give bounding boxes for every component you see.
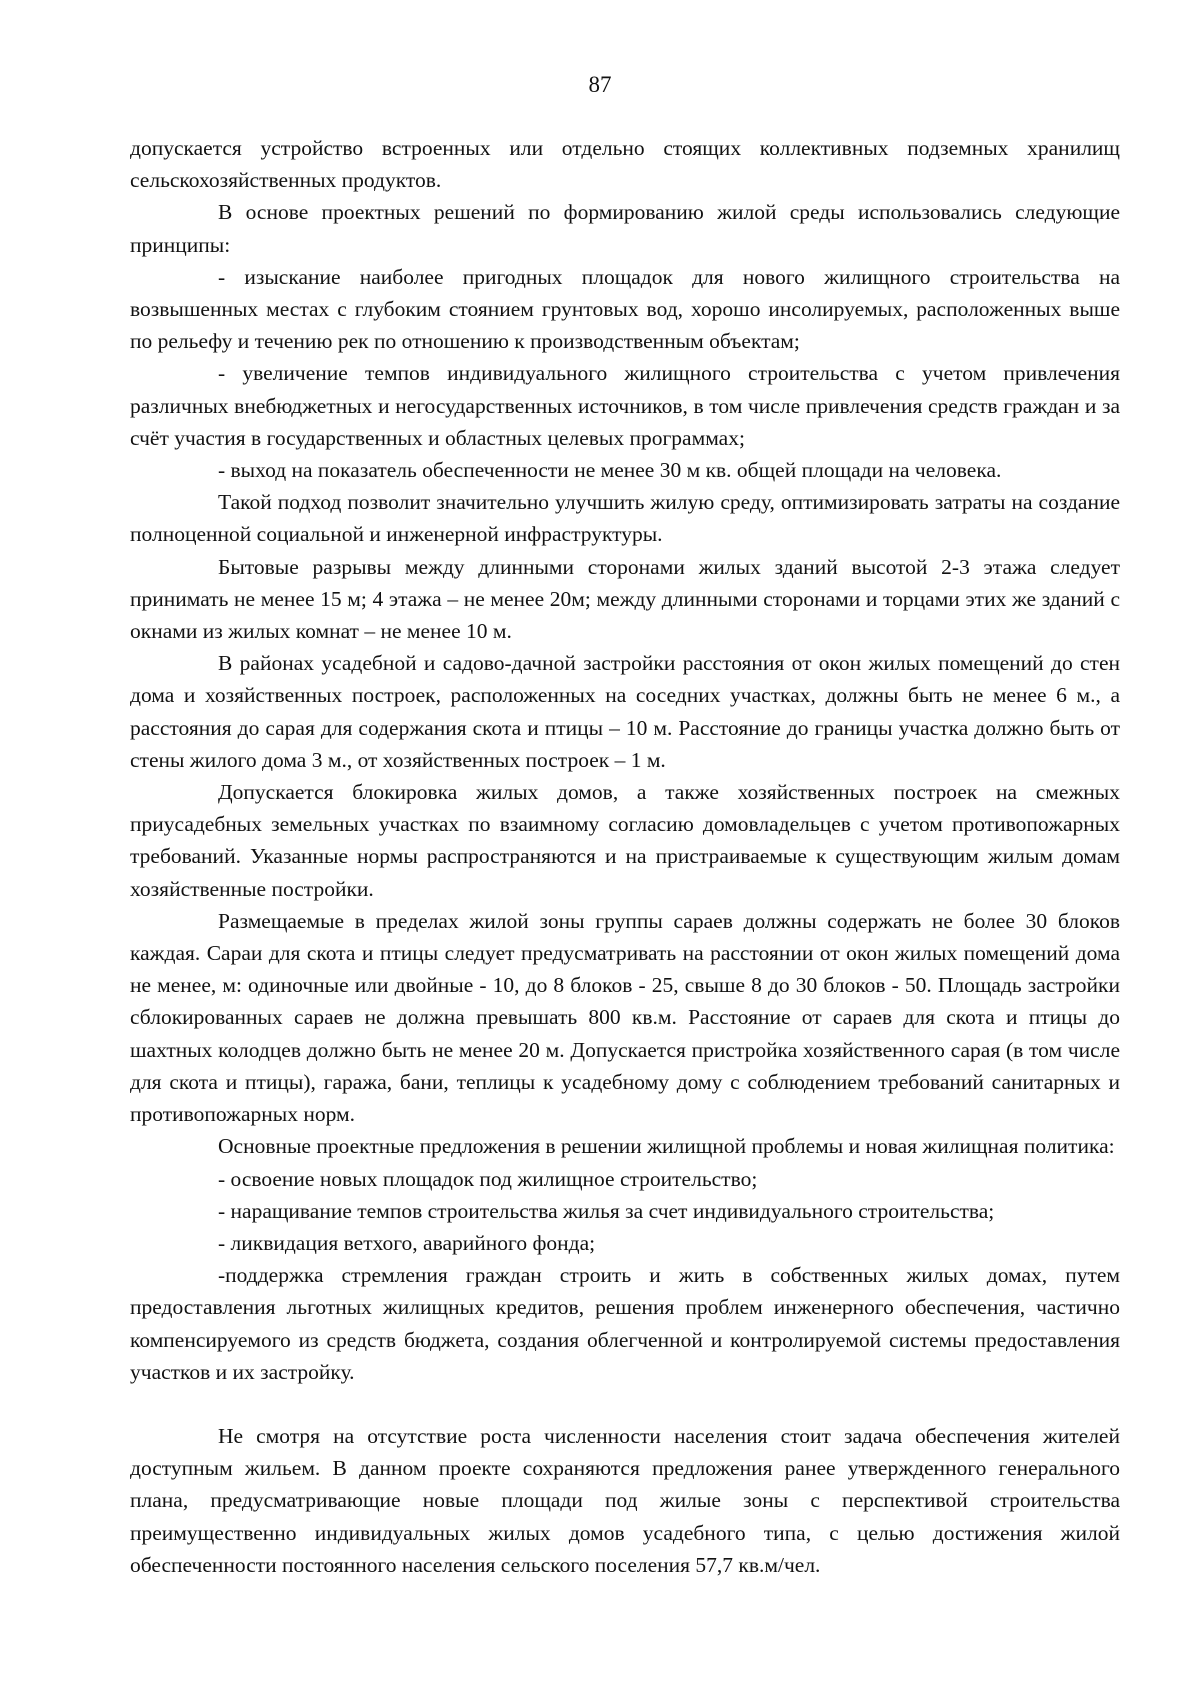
paragraph-affordable-housing: Не смотря на отсутствие роста численности населения стоит задача обеспечения жителей доступным жильем. В данном проекте сохраняются предложения ранее утвержденного генерального плана, предусматривающие новые площади под жилые зоны с перспективой строительства преимущественно индивидуальных жилых домов усадебного типа, с целью достижения жилой обеспеченности постоянного населения сельского поселения 57,7 кв.м/чел. [130, 1423, 1120, 1577]
list-item-construction-pace: - увеличение темпов индивидуального жилищного строительства с учетом привлечения различных внебюджетных и негосударственных источников, в том числе привлечения средств граждан и за счёт участия в государственных и областных целевых программах; [130, 361, 1120, 450]
list-item-provision-target: - выход на показатель обеспеченности не менее 30 м кв. общей площади на человека. [218, 458, 1002, 483]
list-item-site-selection: - изыскание наиболее пригодных площадок для нового жилищного строительства на возвышенных местах с глубоким стоянием грунтовых вод, хорошо инсолируемых, расположенных выше по рельефу и течению рек по отношению к производственным объектам; [130, 264, 1120, 354]
paragraph-approach: Такой подход позволит значительно улучшить жилую среду, оптимизировать затраты на создание полноценной социальной и инженерной инфраструктуры. [130, 490, 1120, 547]
paragraph-sheds: Размещаемые в пределах жилой зоны группы сараев должны содержать не более 30 блоков каждая. Сараи для скота и птицы следует предусматривать на расстоянии от окон жилых помещений дома не менее, м: одиночные или двойные - 10, до 8 блоков - 25, свыше 8 до 30 блоков - 50. Площадь застройки сблокированных сараев не должна превышать 800 кв.м. Расстояние от сараев для скота и птицы до шахтных колодцев должно быть не менее 20 м. Допускается пристройка хозяйственного сарая (в том числе для скота и птицы), гаража, бани, теплицы к усадебному дому с соблюдением требований санитарных и противопожарных норм. [130, 908, 1120, 1127]
paragraph-building-gaps: Бытовые разрывы между длинными сторонами жилых зданий высотой 2-3 этажа следует принимать не менее 15 м; 4 этажа – не менее 20м; между длинными сторонами и торцами этих же зданий с окнами из жилых комнат – не менее 10 м. [130, 554, 1120, 644]
list-item-dilapidated-housing: - ликвидация ветхого, аварийного фонда; [218, 1230, 596, 1255]
paragraph-storage-continuation: допускается устройство встроенных или отдельно стоящих коллективных подземных хранилищ сельскохозяйственных продуктов. [130, 136, 1120, 193]
paragraph-gap [130, 1388, 1120, 1420]
list-item-new-sites: - освоение новых площадок под жилищное строительство; [218, 1166, 758, 1191]
list-item-individual-construction: - наращивание темпов строительства жилья за счет индивидуального строительства; [218, 1198, 995, 1223]
paragraph-principles-intro: В основе проектных решений по формированию жилой среды использовались следующие принципы: [130, 200, 1120, 257]
list-item-citizen-support: -поддержка стремления граждан строить и жить в собственных жилых домах, путем предоставления льготных жилищных кредитов, решения проблем инженерного обеспечения, частично компенсируемого из средств бюджета, создания облегченной и контролируемой системы предоставления участков и их застройку. [130, 1263, 1120, 1384]
paragraph-homestead-distances: В районах усадебной и садово-дачной застройки расстояния от окон жилых помещений до стен дома и хозяйственных построек, расположенных на соседних участках, должны быть не менее 6 м., а расстояния до сарая для содержания скота и птицы – 10 м. Расстояние до границы участка должно быть от стены жилого дома 3 м., от хозяйственных построек – 1 м. [130, 651, 1120, 772]
page-number: 87 [588, 72, 612, 97]
document-body [130, 132, 1120, 1581]
paragraph-blocking: Допускается блокировка жилых домов, а также хозяйственных построек на смежных приусадебных земельных участках по взаимному согласию домовладельцев с учетом противопожарных требований. Указанные нормы распространяются и на пристраиваемые к существующим жилым домам хозяйственные постройки. [130, 780, 1120, 901]
paragraph-housing-policy-intro: Основные проектные предложения в решении жилищной проблемы и новая жилищная политика: [218, 1134, 1115, 1159]
